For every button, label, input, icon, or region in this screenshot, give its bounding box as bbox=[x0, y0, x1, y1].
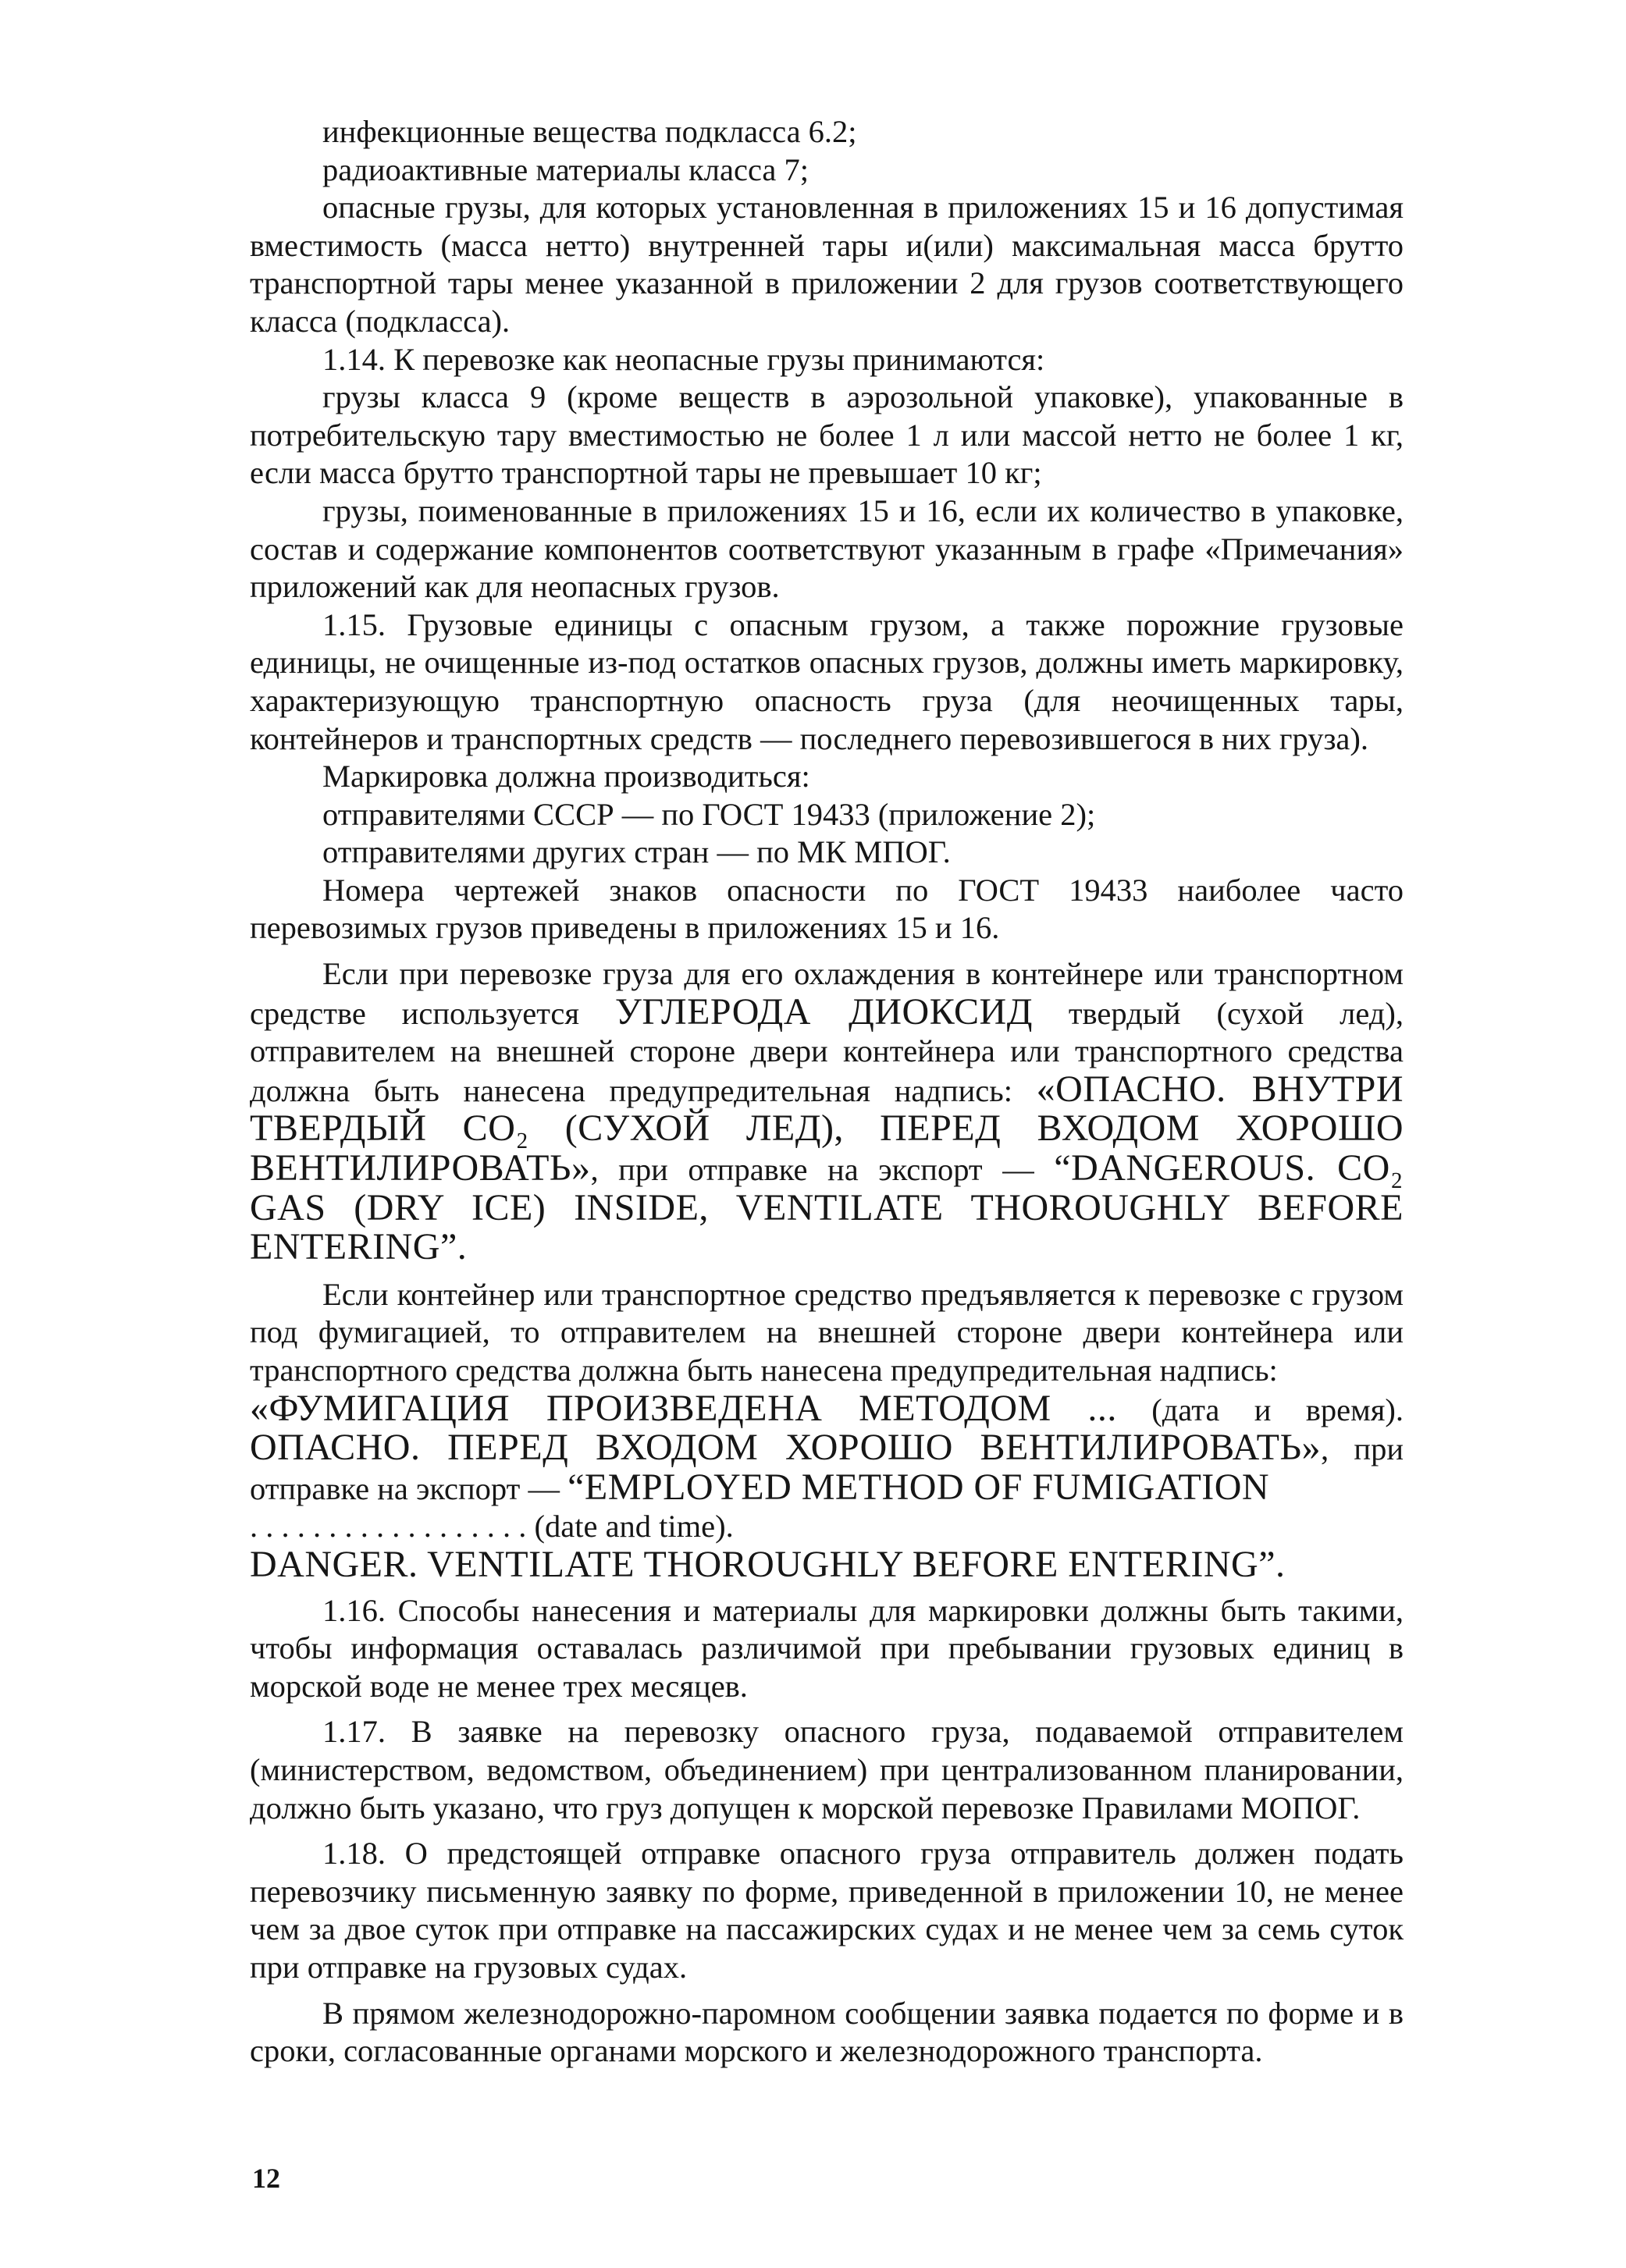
fumigation-warning-ru-1: «ФУМИГАЦИЯ ПРОИЗВЕДЕНА МЕТОДОМ ... bbox=[250, 1387, 1117, 1429]
dry-ice-substance-name: УГЛЕРОДА ДИОКСИД bbox=[614, 990, 1033, 1033]
paragraph-p09: отправителями СССР — по ГОСТ 19433 (приложение 2); bbox=[322, 796, 1096, 832]
paragraph-p10: отправителями других стран — по МК МПОГ. bbox=[322, 834, 951, 870]
paragraph-p11: Номера чертежей знаков опасности по ГОСТ 19433 наиболее часто перевозимых грузов приведены в приложениях 15 и 16. bbox=[250, 872, 1404, 946]
paragraph-1-17: 1.17. В заявке на перевозку опасного груза, подаваемой отправителем (министерством, ведомством, объединением) при централизованном планировании, должно быть указано, что груз допущен к морской перевозке Правилами МОПОГ. bbox=[250, 1714, 1404, 1825]
paragraph-fumigation: Если контейнер или транспортное средство предъявляется к перевозке с грузом под фумигацией, то отправителем на внешней стороне двери контейнера или транспортного средства должна быть нанесена предупредительная надпись: bbox=[250, 1276, 1404, 1388]
paragraph-p01: инфекционные вещества подкласса 6.2; bbox=[322, 114, 857, 149]
fumigation-warning-en-1: “EMPLOYED METHOD OF FUMIGATION bbox=[567, 1466, 1270, 1508]
page-number: 12 bbox=[252, 2163, 280, 2194]
dry-ice-text-1: Если при перевозке груза для его охлаждения в контейнере или транспортном средстве используется bbox=[250, 956, 1404, 1031]
paragraph-p03: опасные грузы, для которых установленная в приложениях 15 и 16 допустимая вместимость (масса нетто) внутренней тары и(или) максимальная масса брутто транспортной тары менее указанной в приложении 2 для грузов соответствующего класса (подкласса). bbox=[250, 190, 1404, 339]
paragraph-p08: Маркировка должна производиться: bbox=[322, 759, 810, 795]
fumigation-warning-ru-2: ОПАСНО. ПЕРЕД ВХОДОМ ХОРОШО ВЕНТИЛИРОВАТЬ» bbox=[250, 1427, 1322, 1469]
document-page bbox=[250, 113, 1404, 2071]
dry-ice-text-3: , при отправке на экспорт — bbox=[590, 1152, 1055, 1188]
paragraph-1-16: 1.16. Способы нанесения и материалы для маркировки должны быть такими, чтобы информация оставалась различимой при пребывании грузовых единиц в морской воде не менее трех месяцев. bbox=[250, 1592, 1404, 1704]
fumigation-date-time-ru: (дата и время). bbox=[1116, 1392, 1404, 1427]
fumigation-text: , при отправке на экспорт — bbox=[250, 1431, 1404, 1506]
paragraph-1-18: 1.18. О предстоящей отправке опасного груза отправитель должен подать перевозчику письменную заявку по форме, приведенной в приложении 10, не менее чем за двое суток при отправке на пассажирских судах и не менее чем за семь суток при отправке на грузовых судах. bbox=[250, 1836, 1404, 1985]
fumigation-dots-line: . . . . . . . . . . . . . . . . . . (date and time). bbox=[250, 1509, 734, 1545]
dry-ice-warning-en: “DANGEROUS. CO₂ GAS (DRY ICE) INSIDE, VENTILATE THOROUGHLY BEFORE ENTERING”. bbox=[250, 1147, 1404, 1268]
paragraph-p02: радиоактивные материалы класса 7; bbox=[322, 151, 809, 187]
paragraph-p05: грузы класса 9 (кроме веществ в аэрозольной упаковке), упакованные в потребительскую тару вместимостью не более 1 л или массой нетто не более 1 кг, если масса брутто транспортной тары не превышает 10 кг; bbox=[250, 379, 1404, 491]
paragraph-dry-ice bbox=[250, 955, 1404, 1268]
fumigation-warning bbox=[250, 1387, 1404, 1509]
paragraph-p06: грузы, поименованные в приложениях 15 и 16, если их количество в упаковке, состав и содержание компонентов соответствуют указанным в графе «Примечания» приложений как для неопасных грузов. bbox=[250, 492, 1404, 605]
paragraph-1-15: 1.15. Грузовые единицы с опасным грузом, а также порожние грузовые единицы, не очищенные из-под остатков опасных грузов, должны иметь маркировку, характеризующую транспортную опасность груза (для неочищенных тары, контейнеров и транспортных средств — последнего перевозившегося в них груза). bbox=[250, 606, 1404, 756]
paragraph-1-14: 1.14. К перевозке как неопасные грузы принимаются: bbox=[322, 341, 1045, 377]
paragraph-rail-ferry: В прямом железнодорожно-паромном сообщении заявка подается по форме и в сроки, согласованные органами морского и железнодорожного транспорта. bbox=[250, 1995, 1404, 2069]
fumigation-warning-en-2: DANGER. VENTILATE THOROUGHLY BEFORE ENTERING”. bbox=[250, 1543, 1286, 1585]
dry-ice-text-2: твердый (сухой лед), отправителем на внешней стороне двери контейнера или транспортного средства должна быть нанесена предупредительная надпись: bbox=[250, 995, 1404, 1108]
dry-ice-warning-ru: «ОПАСНО. ВНУТРИ ТВЕРДЫЙ CO₂ (СУХОЙ ЛЕД), ПЕРЕД ВХОДОМ ХОРОШО ВЕНТИЛИРОВАТЬ» bbox=[250, 1068, 1404, 1189]
